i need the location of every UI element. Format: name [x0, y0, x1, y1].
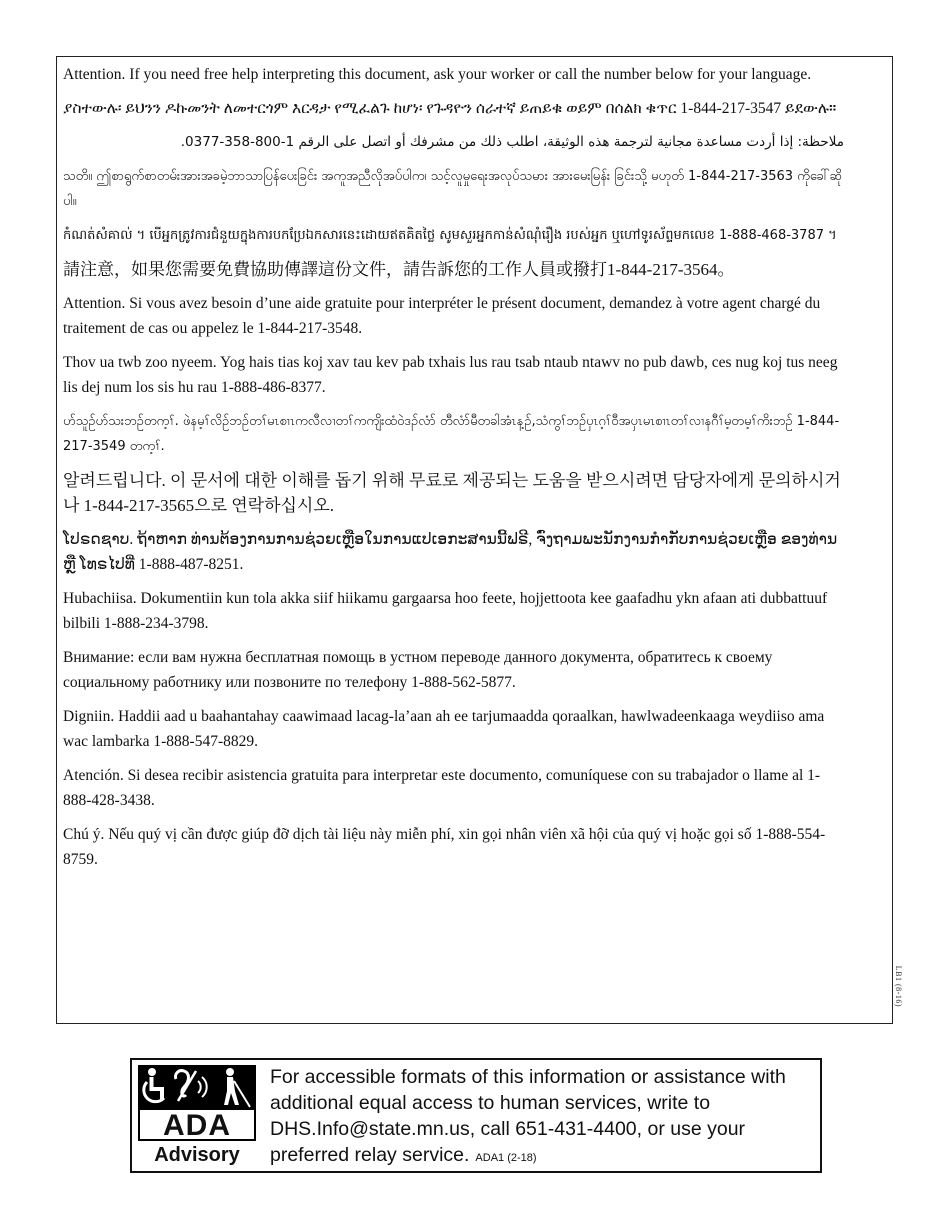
accessibility-icons: [138, 1065, 256, 1109]
ada-advisory-text: [270, 1064, 815, 1171]
notice-english: Attention. If you need free help interpreting this document, ask your worker or call the number below for your language.: [63, 66, 812, 83]
notice-arabic: ملاحظة: إذا أردت مساعدة مجانية لترجمة هذه الوثيقة، اطلب ذلك من مشرفك أو اتصل على الرقم 1-800-358-0377.: [180, 134, 844, 150]
ada-advisory-box: [130, 1058, 822, 1173]
notice-russian: Внимание: если вам нужна бесплатная помощь в устном переводе данного документа, обратитесь к своему социальному работнику или позвоните по телефону 1-888-562-5877.: [63, 649, 773, 691]
sound-waves-icon: [198, 1077, 207, 1097]
ada-logo-caption: Advisory: [154, 1144, 240, 1166]
wheelchair-icon: [144, 1068, 164, 1102]
ada-logo: [138, 1065, 256, 1167]
language-notice-box: [56, 56, 903, 1024]
notice-korean: 알려드립니다. 이 문서에 대한 이해를 돕기 위해 무료로 제공되는 도움을 받으시려면 담당자에게 문의하시거나 1-844-217-3565으로 연락하십시오.: [63, 471, 841, 515]
notice-hmong: Thov ua twb zoo nyeem. Yog hais tias koj xav tau kev pab txhais lus rau tsab ntaub ntawv no pub dawb, ces nug koj tus neeg lis dej num los sis hu rau 1-888-486-8377.: [63, 354, 838, 396]
ada-body-text: For accessible formats of this information or assistance with additional equal access to human services, write to DHS.Info@state.mn.us, call 651-431-4400, or use your preferred relay service.: [270, 1066, 786, 1166]
notice-oromo: Hubachiisa. Dokumentiin kun tola akka siif hiikamu gargaarsa hoo feete, hojjettoota kee gaafadhu ykn afaan ati dubbattuuf bilbili 1-888-234-3798.: [63, 590, 828, 632]
notice-spanish: Atención. Si desea recibir asistencia gratuita para interpretar este documento, comuníquese con su trabajador o llame al 1-888-428-3438.: [63, 767, 821, 809]
blind-cane-icon: [224, 1068, 250, 1107]
notice-vietnamese: Chú ý. Nếu quý vị cần được giúp đỡ dịch tài liệu này miễn phí, xin gọi nhân viên xã hội của quý vị hoặc gọi số 1-888-554-8759.: [63, 826, 826, 868]
notice-cambodian: កំណត់សំគាល់ ។ បើអ្នកត្រូវការជំនួយក្នុងការបកប្រែឯកសារនេះដោយឥតគិតថ្លៃ សូមសួរអ្នកកាន់សំណុំរឿង របស់អ្នក ឬហៅទូរស័ព្ទមកលេខ 1-888-468-3787 ។: [63, 228, 837, 243]
hearing-icon: [175, 1071, 196, 1101]
notice-burmese: သတိ။ ဤစာရွက်စာတမ်းအားအခမဲ့ဘာသာပြန်ပေးခြင်း အကူအညီလိုအပ်ပါက၊ သင့်လူမှုရေးအလုပ်သမား အားမေးမြန်း ခြင်းသို့ မဟုတ် 1-844-217-3563 ကိုခေါ်ဆိုပါ။: [63, 169, 843, 209]
notice-chinese: 請注意，如果您需要免費協助傳譯這份文件，請告訴您的工作人員或撥打1-844-217-3564。: [63, 260, 735, 279]
notice-lao: ໂປຣດຊາບ. ຖ້າຫາກ ທ່ານຕ້ອງການການຊ່ວຍເຫຼືອໃນການແປເອກະສານນີ້ຟຣີ, ຈົ່ງຖາມພະນັກງານກໍາກັບການຊ່ວຍເຫຼືອ ຂອງທ່ານ ຫຼື ໂທຣໄປທີ່ 1-888-487-8251.: [63, 531, 838, 573]
notice-karen: ဟ်သူဉ်ဟ်သးဘဉ်တက့ၢ်. ဖဲနမ့ၢ်လိဉ်ဘဉ်တၢ်မၤစၢၤကလီလၢတၢ်ကကျိးထံဝဲဒၣ်လံာ် တီလံာ်မီတခါအံၤန့ဉ်,သံကွၢ်ဘဉ်ပှၤဂ့ၢ်ဝီအပှၤမၤစၢၤတၢ်လၢနဂီၢ်မ့တမ့ၢ်ကိးဘဉ် 1-844-217-3549 တက့ၢ်.: [63, 414, 840, 454]
ada-form-code: ADA1 (2-18): [475, 1152, 537, 1164]
ada-logo-word: ADA: [138, 1108, 256, 1141]
notice-french: Attention. Si vous avez besoin d’une aide gratuite pour interpréter le présent document, demandez à votre agent chargé du traitement de cas ou appelez le 1-844-217-3548.: [63, 295, 821, 337]
notice-amharic: ያስተውሉ፡ ይህንን ዶኩመንት ለመተርጎም እርዳታ የሚፈልጉ ከሆነ፡ የጉዳዮን ሰራተኛ ይጠይቁ ወይም በሰልክ ቁጥር 1-844-217-3547 ይደውሉ።: [63, 100, 837, 117]
notice-somali: Digniin. Haddii aad u baahantahay caawimaad lacag-la’aan ah ee tarjumaadda qoraalkan, hawlwadeenkaaga weydiiso ama wac lambarka 1-888-547-8829.: [63, 708, 825, 750]
notice-form-code: LB1 (8-16): [894, 965, 903, 1007]
